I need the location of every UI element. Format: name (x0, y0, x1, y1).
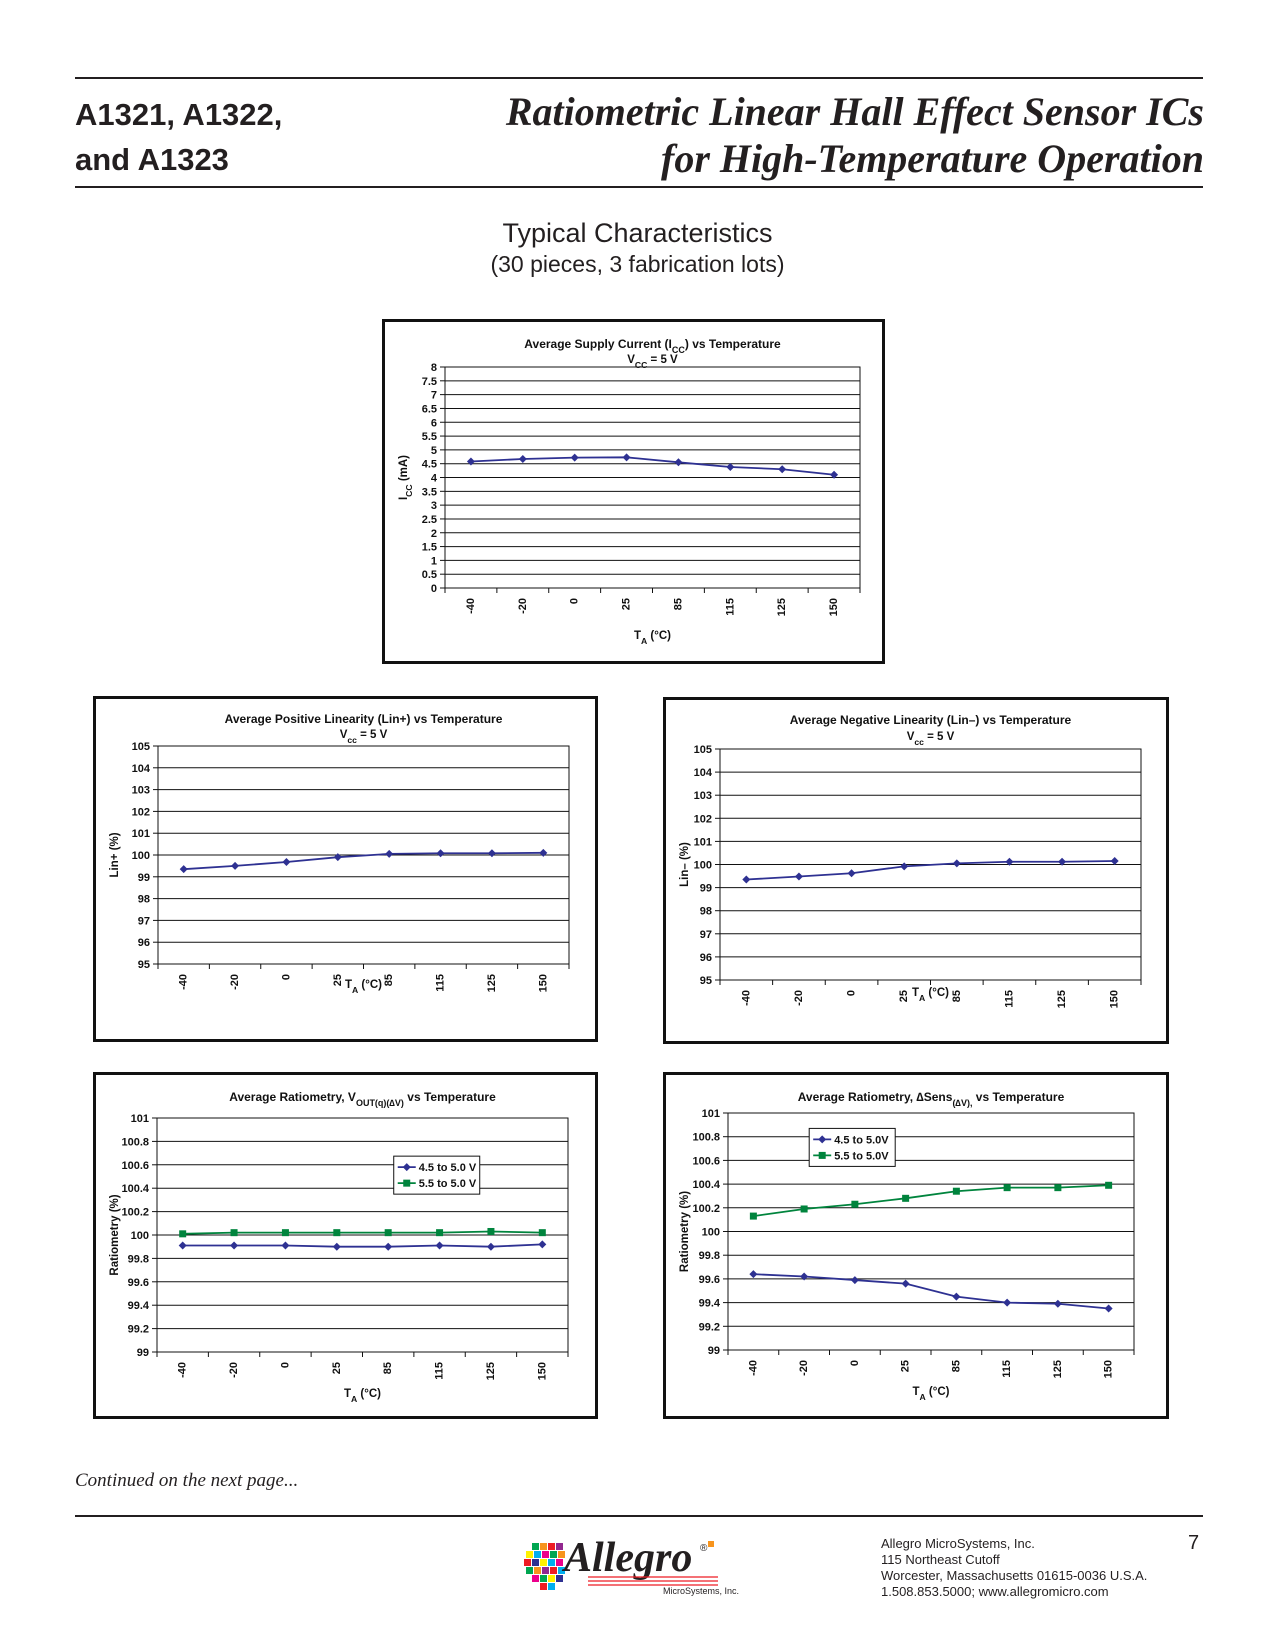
x-tick-label: -20 (798, 1360, 811, 1376)
data-point (750, 1213, 757, 1220)
company-address (881, 1536, 1147, 1600)
chart-legend (809, 1128, 895, 1166)
y-axis-label: Lin+ (%) (109, 832, 121, 878)
chart-title: Average Ratiometry, $V_{OUT(q)(\Delta V)}$ vs Temperature (229, 1090, 496, 1108)
data-point (902, 1280, 910, 1288)
y-tick-label: 5 (430, 444, 437, 457)
y-tick-label: 1 (430, 555, 437, 568)
x-tick-label: 150 (537, 974, 550, 993)
data-point (1105, 1305, 1113, 1313)
y-tick-label: 101 (693, 836, 712, 849)
y-tick-label: 105 (131, 741, 150, 753)
x-axis-label: $T_A$ (°C) (343, 1388, 382, 1404)
data-point (231, 1229, 238, 1236)
y-tick-label: 101 (701, 1108, 720, 1120)
header-bottom-rule (75, 186, 1203, 188)
data-point (282, 858, 290, 866)
allegro-logo-graphic (522, 1531, 762, 1599)
y-tick-label: 95 (137, 959, 150, 971)
data-point (726, 463, 734, 471)
document-title-line2: for High-Temperature Operation (661, 136, 1204, 181)
legend-label: 4.5 to 5.0V (834, 1134, 889, 1147)
y-axis-label: $I_{CC}$ (mA) (398, 454, 414, 501)
x-tick-label: 150 (1108, 990, 1121, 1009)
data-point (795, 873, 803, 881)
data-point (334, 853, 342, 861)
y-tick-label: 99 (137, 871, 150, 884)
data-point (384, 1243, 392, 1251)
data-point (571, 454, 579, 462)
y-tick-label: 100 (693, 859, 712, 872)
x-tick-label: 150 (828, 598, 841, 617)
y-tick-label: 99.2 (698, 1321, 720, 1334)
x-tick-label: 25 (331, 974, 344, 987)
y-tick-label: 99.4 (127, 1300, 149, 1313)
x-tick-label: 0 (845, 990, 858, 997)
x-tick-label: -40 (464, 598, 477, 614)
x-tick-label: -20 (229, 974, 242, 990)
chart-legend (394, 1156, 480, 1194)
page-number: 7 (1188, 1532, 1200, 1554)
x-tick-label: -20 (792, 990, 805, 1006)
y-tick-label: 7.5 (421, 375, 437, 388)
x-tick-label: 85 (382, 1362, 395, 1375)
y-tick-label: 6 (430, 417, 437, 430)
y-tick-label: 104 (693, 767, 712, 780)
address-line2: Worcester, Massachusetts 01615-0036 U.S.A. (881, 1568, 1148, 1583)
data-point (436, 1229, 443, 1236)
data-point (487, 1228, 494, 1235)
part-numbers-line2: and A1323 (75, 142, 229, 177)
x-tick-label: 150 (536, 1362, 549, 1381)
x-tick-label: 115 (433, 1362, 446, 1380)
data-point (385, 1229, 392, 1236)
address-line1: 115 Northeast Cutoff (881, 1552, 1000, 1567)
y-tick-label: 103 (693, 790, 712, 803)
x-tick-label: 125 (484, 1362, 497, 1381)
data-point (1003, 1299, 1011, 1307)
data-point (623, 453, 631, 461)
data-point (848, 869, 856, 877)
data-point (179, 1230, 186, 1237)
y-tick-label: 103 (131, 784, 150, 797)
x-tick-label: 25 (899, 1360, 912, 1373)
y-tick-label: 100 (130, 1230, 149, 1242)
x-axis-label: $T_A$ (°C) (912, 1386, 950, 1402)
part-numbers-line1: A1321, A1322, (75, 97, 283, 132)
y-tick-label: 100.8 (121, 1136, 149, 1149)
x-tick-label: 0 (279, 1362, 292, 1369)
legend-label: 5.5 to 5.0 V (418, 1178, 477, 1191)
x-tick-label: -40 (747, 1360, 760, 1376)
data-point (539, 1229, 546, 1236)
data-point (900, 862, 908, 870)
chart-condition: $V_{cc} = 5$ V (339, 729, 388, 745)
chart-canvas (96, 1075, 595, 1416)
x-axis-label: $T_A$ (°C) (344, 979, 383, 995)
data-point (1054, 1300, 1062, 1308)
chart-canvas (96, 699, 595, 1039)
y-tick-label: 100 (131, 850, 150, 862)
y-tick-label: 98 (137, 893, 150, 906)
y-tick-label: 97 (137, 915, 150, 928)
x-axis-label: $T_A$ (°C) (911, 987, 950, 1003)
chart-title: Average Positive Linearity (Lin+) vs Temperature (224, 712, 503, 726)
footer-rule (75, 1515, 1203, 1517)
y-axis-label: Lin– (%) (679, 842, 691, 887)
x-tick-label: 115 (1003, 990, 1016, 1008)
x-tick-label: -20 (516, 598, 529, 614)
data-point (674, 458, 682, 466)
legend-label: 4.5 to 5.0 V (418, 1162, 477, 1175)
data-point (437, 849, 445, 857)
header-top-rule (75, 77, 1203, 79)
y-tick-label: 100.2 (121, 1206, 149, 1219)
y-tick-label: 99.6 (698, 1273, 720, 1286)
logo-accent-icon (708, 1541, 714, 1547)
data-point (1054, 1184, 1061, 1191)
x-tick-label: 115 (724, 598, 737, 616)
y-tick-label: 101 (130, 1113, 149, 1125)
negative-linearity-chart (663, 697, 1169, 1044)
data-point (282, 1229, 289, 1236)
company-name: Allegro MicroSystems, Inc. (881, 1536, 1035, 1551)
x-tick-label: 85 (950, 1360, 963, 1373)
y-tick-label: 100.4 (121, 1183, 149, 1196)
data-point (230, 1242, 238, 1250)
y-tick-label: 99.2 (127, 1323, 149, 1336)
data-point (231, 862, 239, 870)
positive-linearity-chart (93, 696, 598, 1042)
data-point (281, 1242, 289, 1250)
x-tick-label: 0 (280, 974, 293, 981)
y-tick-label: 1.5 (421, 541, 437, 554)
data-point (180, 865, 188, 873)
data-point (902, 1195, 909, 1202)
x-tick-label: 125 (485, 974, 498, 993)
y-tick-label: 0.5 (421, 569, 437, 582)
y-tick-label: 2.5 (421, 513, 437, 526)
supply-current-chart (382, 319, 885, 664)
y-tick-label: 5.5 (421, 431, 437, 444)
x-tick-label: -40 (177, 974, 190, 990)
data-point (539, 849, 547, 857)
chart-condition: $V_{cc} = 5$ V (906, 731, 955, 747)
data-point (333, 1229, 340, 1236)
x-axis-label: $T_A$ (°C) (633, 630, 672, 646)
y-tick-label: 0 (430, 583, 437, 595)
y-tick-label: 4 (430, 472, 437, 485)
company-contact: 1.508.853.5000; www.allegromicro.com (881, 1584, 1109, 1599)
x-tick-label: 115 (434, 974, 447, 992)
y-tick-label: 100.2 (692, 1202, 720, 1215)
document-title (506, 88, 1204, 182)
y-tick-label: 8 (430, 362, 437, 374)
data-point (1105, 1182, 1112, 1189)
data-point (179, 1242, 187, 1250)
y-tick-label: 97 (699, 928, 712, 941)
data-point (488, 849, 496, 857)
data-point (851, 1276, 859, 1284)
data-point (851, 1201, 858, 1208)
data-point (385, 850, 393, 858)
x-tick-label: 85 (672, 598, 685, 611)
x-tick-label: -40 (176, 1362, 189, 1378)
x-tick-label: -20 (228, 1362, 241, 1378)
y-tick-label: 99.8 (127, 1253, 149, 1266)
data-point (538, 1240, 546, 1248)
ratiometry-sens-chart (663, 1072, 1169, 1419)
x-tick-label: 150 (1102, 1360, 1115, 1379)
x-tick-label: 125 (1051, 1360, 1064, 1379)
data-point (953, 1188, 960, 1195)
data-point (1111, 857, 1119, 865)
part-numbers (75, 92, 282, 182)
y-tick-label: 95 (699, 975, 712, 987)
data-point (952, 1293, 960, 1301)
logo-registered-mark: ® (700, 1543, 708, 1554)
y-tick-label: 98 (699, 905, 712, 918)
y-tick-label: 99.6 (127, 1276, 149, 1289)
x-tick-label: 25 (620, 598, 633, 611)
y-tick-label: 99.8 (698, 1250, 720, 1263)
y-tick-label: 100.6 (692, 1155, 720, 1168)
y-tick-label: 96 (137, 937, 150, 950)
x-tick-label: 85 (950, 990, 963, 1003)
y-axis-label: Ratiometry (%) (109, 1194, 121, 1276)
section-subtitle: (30 pieces, 3 fabrication lots) (490, 251, 785, 277)
chart-canvas (385, 322, 882, 661)
y-tick-label: 99 (136, 1347, 149, 1359)
y-tick-label: 100.8 (692, 1131, 720, 1144)
data-point (953, 859, 961, 867)
y-tick-label: 102 (693, 813, 712, 826)
y-tick-label: 99 (699, 882, 712, 895)
y-tick-label: 101 (131, 828, 150, 841)
y-tick-label: 2 (430, 527, 437, 540)
document-title-line1: Ratiometric Linear Hall Effect Sensor ICs (505, 89, 1204, 134)
y-tick-label: 4.5 (421, 458, 437, 471)
x-tick-label: 0 (568, 598, 581, 605)
legend-marker (819, 1152, 826, 1159)
data-point (1004, 1184, 1011, 1191)
y-tick-label: 100.4 (692, 1179, 720, 1192)
chart-canvas (666, 700, 1166, 1041)
chart-canvas (666, 1075, 1166, 1416)
y-tick-label: 100 (701, 1226, 720, 1239)
y-tick-label: 99.4 (698, 1297, 720, 1310)
y-tick-label: 102 (131, 806, 150, 819)
y-tick-label: 96 (699, 951, 712, 964)
logo-wordmark: Allegro (564, 1535, 693, 1581)
y-tick-label: 105 (693, 744, 712, 756)
data-point (519, 455, 527, 463)
data-point (749, 1270, 757, 1278)
chart-condition: $V_{CC} = 5$ V (627, 354, 678, 370)
y-tick-label: 6.5 (421, 403, 437, 416)
ratiometry-vout-chart (93, 1072, 598, 1419)
y-tick-label: 7 (430, 389, 437, 402)
y-tick-label: 3 (430, 500, 437, 513)
x-tick-label: -40 (740, 990, 753, 1006)
data-point (778, 465, 786, 473)
continued-note: Continued on the next page... (75, 1470, 299, 1491)
y-tick-label: 99 (707, 1345, 720, 1357)
x-tick-label: 25 (898, 990, 911, 1003)
x-tick-label: 85 (383, 974, 396, 987)
data-point (436, 1242, 444, 1250)
y-tick-label: 104 (131, 762, 150, 775)
data-point (801, 1205, 808, 1212)
legend-marker (403, 1180, 410, 1187)
legend-label: 5.5 to 5.0V (834, 1150, 889, 1163)
x-tick-label: 115 (1001, 1360, 1014, 1378)
data-point (333, 1243, 341, 1251)
x-tick-label: 0 (848, 1360, 861, 1367)
y-axis-label: Ratiometry (%) (679, 1190, 691, 1273)
x-tick-label: 25 (330, 1362, 343, 1375)
data-point (742, 876, 750, 884)
logo-subtitle: MicroSystems, Inc. (663, 1586, 740, 1596)
chart-title: Average Ratiometry, ∆Sens$_{(\Delta V),}$ vs Temperature (797, 1090, 1065, 1108)
chart-title: Average Supply Current $(I_{CC})$ vs Temperature (524, 337, 781, 355)
y-tick-label: 3.5 (421, 486, 437, 499)
x-tick-label: 125 (1056, 990, 1069, 1009)
logo-mosaic-icon (524, 1543, 565, 1590)
chart-title: Average Negative Linearity (Lin–) vs Temperature (789, 713, 1072, 727)
x-tick-label: 125 (776, 598, 789, 617)
section-title: Typical Characteristics (502, 218, 773, 248)
data-point (467, 457, 475, 465)
y-tick-label: 100.6 (121, 1159, 149, 1172)
data-point (487, 1243, 495, 1251)
allegro-logo (522, 1531, 762, 1599)
